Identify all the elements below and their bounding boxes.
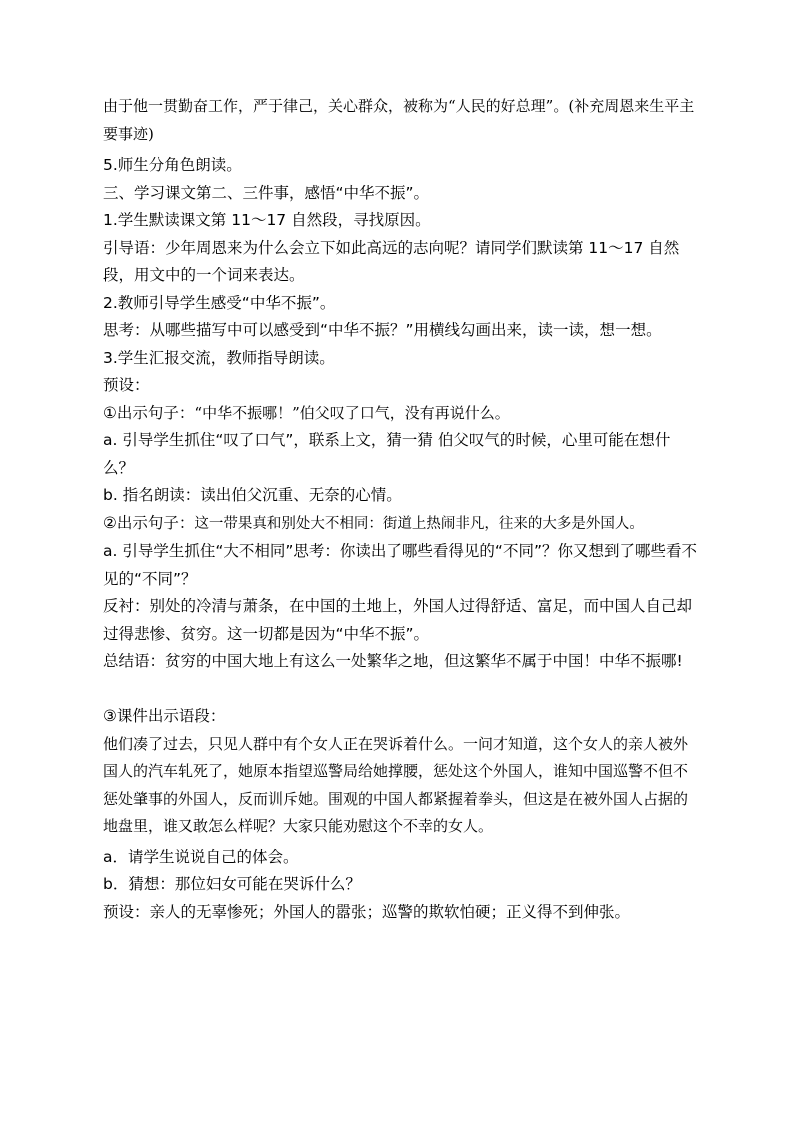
paragraph-thinking: 思考：从哪些描写中可以感受到“中华不振？”用横线勾画出来，读一读，想一想。 [103, 321, 662, 339]
paragraph-preset-label: 预设： [103, 376, 150, 394]
paragraph-different: a. 引导学生抓住“大不相同”思考：你读出了哪些看得见的“不同”？你又想到了哪些看不见的“不同”？ [103, 542, 697, 588]
paragraph-step-two: 2.教师引导学生感受“中华不振”。 [103, 293, 336, 312]
blank-line [103, 676, 699, 704]
paragraph-conclusion: 总结语：贫穷的中国大地上有这么一处繁华之地，但这繁华不属于中国！中华不振哪! [103, 652, 683, 670]
paragraph-reading-mood: b. 指名朗读：读出伯父沉重、无奈的心情。 [103, 486, 402, 504]
paragraph-role-reading: 5.师生分角色朗读。 [103, 156, 242, 174]
sentence-quote: “中华不振哪！”伯父叹了口气，没有再说什么。 [194, 403, 510, 422]
paragraph-step-three: 3.学生汇报交流，教师指导朗读。 [103, 348, 335, 367]
paragraph-preset-answer: 预设：亲人的无辜惨死；外国人的嚣张；巡警的欺软怕硬；正义得不到伸张。 [103, 902, 631, 921]
document-body [103, 93, 699, 926]
paragraph-guide-question [103, 235, 699, 290]
paragraph-section-three: 三、学习课文第二、三件事，感悟“中华不振”。 [103, 183, 430, 202]
paragraph-story-excerpt: 他们凑了过去，只见人群中有个女人正在哭诉着什么。一问才知道，这个女人的亲人被外国人的汽车轧死了，她原本指望巡警局给她撑腰，惩处这个外国人，谁知中国巡警不但不惩处肇事的外国人，反而训斥她。围观的中国人都紧握着拳头，但这是在被外国人占据的地盘里，谁又敢怎么样呢？大家只能劝慰这个不幸的女人。 [103, 734, 689, 835]
paragraph-sentence-two [103, 510, 699, 539]
paragraph-text: 引导语：少年周恩来为什么会立下如此高远的志向呢？请同学们默读第 11～17 自然段，用文中的一个词来表达。 [103, 238, 680, 284]
sentence-lead: ①出示句子： [103, 403, 195, 422]
paragraph-sigh: a. 引导学生抓住“叹了口气”，联系上文，猜一猜 伯父叹气的时候，心里可能在想什么？ [103, 431, 671, 477]
sentence-quote: 这一带果真和别处大不相同：街道上热闹非凡，往来的大多是外国人。 [194, 515, 644, 532]
paragraph-courseware: ③课件出示语段： [103, 707, 226, 725]
paragraph-text: 由于他一贯勤奋工作，严于律己，关心群众，被称为“人民的好总理”。(补充周恩来生平主要事迹) [103, 97, 695, 143]
paragraph-sentence-one [103, 400, 699, 428]
sentence-lead: ②出示句子： [103, 513, 195, 532]
paragraph-step-one: 1.学生默读课文第 11～17 自然段，寻找原因。 [103, 211, 431, 229]
paragraph-contrast: 反衬：别处的冷清与萧条，在中国的土地上，外国人过得舒适、富足，而中国人自己却过得悲惨、贫穷。这一切都是因为“中华不振”。 [103, 597, 693, 643]
paragraph-guess: b．猜想：那位妇女可能在哭诉什么？ [103, 875, 361, 893]
paragraph-feeling: a．请学生说说自己的体会。 [103, 847, 299, 866]
paragraph-zhou-summary [103, 93, 699, 148]
